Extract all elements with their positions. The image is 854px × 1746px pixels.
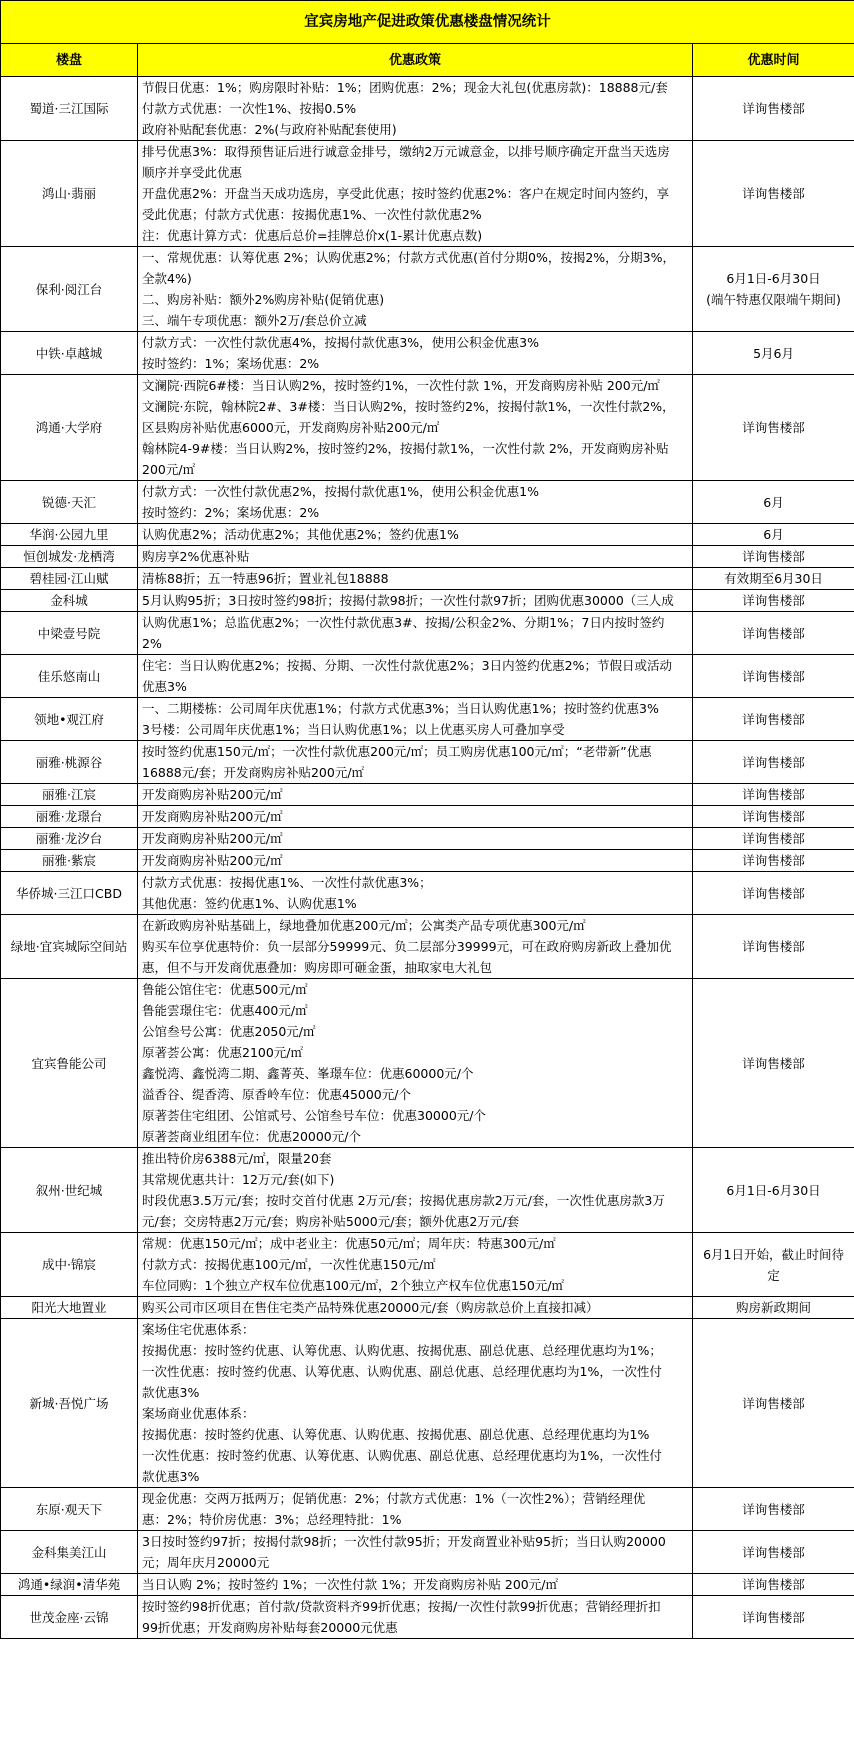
policy-line: 住宅：当日认购优惠2%；按揭、分期、一次性付款优惠2%；3日内签约优惠2%；节假日或活动	[142, 658, 672, 673]
policy-line: 开发商购房补贴200元/㎡	[142, 831, 283, 846]
building-name: 宜宾鲁能公司	[1, 979, 138, 1148]
policy-cell	[138, 141, 693, 247]
policy-cell	[138, 784, 693, 806]
policy-line: 排号优惠3%：取得预售证后进行诚意金排号，缴纳2万元诚意金，以排号顺序确定开盘当天选房	[142, 144, 670, 159]
policy-line: 一、二期楼栋：公司周年庆优惠1%；付款方式优惠3%；当日认购优惠1%；按时签约优惠3%	[142, 701, 659, 716]
table-row	[1, 141, 854, 247]
policy-cell	[138, 872, 693, 915]
policy-time: 6月	[693, 481, 854, 524]
policy-line: 一次性优惠：按时签约优惠、认筹优惠、认购优惠、副总优惠、总经理优惠均为1%，一次性付	[142, 1364, 662, 1379]
policy-time: 详询售楼部	[693, 1488, 854, 1531]
table-title: 宜宾房地产促进政策优惠楼盘情况统计	[1, 1, 854, 44]
policy-line: 案场商业优惠体系：	[142, 1406, 255, 1421]
policy-time: 详询售楼部	[693, 1531, 854, 1574]
building-name: 叙州·世纪城	[1, 1148, 138, 1233]
policy-line: 付款方式：按揭优惠100元/㎡，一次性优惠150元/㎡	[142, 1257, 436, 1272]
policy-time: 6月1日-6月30日 (端午特惠仅限端午期间)	[693, 247, 854, 332]
policy-line: 按时签约优惠150元/㎡；一次性付款优惠200元/㎡；员工购房优惠100元/㎡；“老带新”优惠	[142, 744, 652, 759]
policy-cell	[138, 806, 693, 828]
policy-line: 案场住宅优惠体系：	[142, 1322, 255, 1337]
policy-cell	[138, 1297, 693, 1319]
policy-line: 开盘优惠2%：开盘当天成功选房，享受此优惠；按时签约优惠2%：客户在规定时间内签约，享	[142, 186, 670, 201]
policy-line: 元/套；交房特惠2万元/套；购房补贴5000元/套；额外优惠2万元/套	[142, 1214, 520, 1229]
policy-line: 节假日优惠：1%；购房限时补贴：1%；团购优惠：2%；现金大礼包(优惠房款)：18888元/套	[142, 80, 668, 95]
policy-line: 开发商购房补贴200元/㎡	[142, 787, 283, 802]
policy-time: 5月6月	[693, 332, 854, 375]
building-name: 佳乐悠南山	[1, 655, 138, 698]
policy-cell	[138, 741, 693, 784]
policy-line: 200元/㎡	[142, 462, 196, 477]
policy-cell	[138, 546, 693, 568]
policy-line: 公馆叁号公寓：优惠2050元/㎡	[142, 1024, 316, 1039]
policy-cell	[138, 1148, 693, 1233]
table-row	[1, 332, 854, 375]
building-name: 碧桂园·江山赋	[1, 568, 138, 590]
building-name: 中铁·卓越城	[1, 332, 138, 375]
building-name: 中梁壹号院	[1, 612, 138, 655]
table-row	[1, 784, 854, 806]
building-name: 华侨城·三江口CBD	[1, 872, 138, 915]
building-name: 金科城	[1, 590, 138, 612]
policy-time: 购房新政期间	[693, 1297, 854, 1319]
building-name: 丽雅·龙汐台	[1, 828, 138, 850]
header-policy: 优惠政策	[138, 44, 693, 77]
policy-cell	[138, 698, 693, 741]
building-name: 丽雅·龙璟台	[1, 806, 138, 828]
policy-line: 鑫悦湾、鑫悦湾二期、鑫菁英、峯璟车位：优惠60000元/个	[142, 1066, 474, 1081]
table-row	[1, 828, 854, 850]
table-row	[1, 546, 854, 568]
building-name: 恒创城发·龙栖湾	[1, 546, 138, 568]
table-row	[1, 1148, 854, 1233]
building-name: 领地•观江府	[1, 698, 138, 741]
building-name: 东原·观天下	[1, 1488, 138, 1531]
table-row	[1, 247, 854, 332]
policy-cell	[138, 850, 693, 872]
table-row	[1, 568, 854, 590]
building-name: 蜀道·三江国际	[1, 77, 138, 141]
policy-cell	[138, 655, 693, 698]
policy-line: 鲁能公馆住宅：优惠500元/㎡	[142, 982, 308, 997]
building-name: 新城·吾悦广场	[1, 1319, 138, 1488]
table-row	[1, 872, 854, 915]
policy-time: 详询售楼部	[693, 915, 854, 979]
table-row	[1, 1531, 854, 1574]
building-name: 世茂金座·云锦	[1, 1596, 138, 1639]
policy-line: 原著荟商业组团车位：优惠20000元/个	[142, 1129, 361, 1144]
table-row	[1, 1233, 854, 1297]
policy-line: 翰林院4-9#楼：当日认购2%，按时签约2%，按揭付款1%，一次性付款 2%，开发商购房补贴	[142, 441, 669, 456]
building-name: 华润·公园九里	[1, 524, 138, 546]
policy-time: 详询售楼部	[693, 850, 854, 872]
policy-cell	[138, 524, 693, 546]
policy-cell	[138, 612, 693, 655]
policy-line: 现金优惠：交两万抵两万；促销优惠：2%；付款方式优惠：1%（一次性2%）；营销经理优	[142, 1491, 646, 1506]
policy-line: 3日按时签约97折；按揭付款98折；一次性付款95折；开发商置业补贴95折；当日认购20000	[142, 1534, 666, 1549]
policy-line: 注：优惠计算方式：优惠后总价=挂牌总价x(1-累计优惠点数)	[142, 228, 483, 243]
policy-line: 溢香谷、缇香湾、原香岭车位：优惠45000元/个	[142, 1087, 411, 1102]
policy-line: 按时签约98折优惠；首付款/贷款资料齐99折优惠；按揭/一次性付款99折优惠；营销经理折扣	[142, 1599, 661, 1614]
policy-cell	[138, 481, 693, 524]
policy-line: 清栋88折；五一特惠96折；置业礼包18888	[142, 571, 389, 586]
policy-line: 受此优惠；付款方式优惠：按揭优惠1%、一次性付款优惠2%	[142, 207, 482, 222]
building-name: 绿地·宜宾城际空间站	[1, 915, 138, 979]
policy-line: 16888元/套；开发商购房补贴200元/㎡	[142, 765, 365, 780]
policy-time: 详询售楼部	[693, 375, 854, 481]
policy-time: 详询售楼部	[693, 979, 854, 1148]
policy-line: 原著荟公寓：优惠2100元/㎡	[142, 1045, 304, 1060]
policy-time: 详询售楼部	[693, 698, 854, 741]
policy-line: 鲁能雲璟住宅：优惠400元/㎡	[142, 1003, 308, 1018]
policy-line: 购买公司市区项目在售住宅类产品特殊优惠20000元/套（购房款总价上直接扣减）	[142, 1300, 599, 1315]
policy-cell	[138, 1233, 693, 1297]
policy-line: 文澜院·西院6#楼：当日认购2%，按时签约1%，一次性付款 1%，开发商购房补贴 200元/㎡	[142, 378, 660, 393]
policy-cell	[138, 979, 693, 1148]
policy-time: 详询售楼部	[693, 77, 854, 141]
policy-line: 常规：优惠150元/㎡；成中老业主：优惠50元/㎡；周年庆：特惠300元/㎡	[142, 1236, 556, 1251]
policy-line: 99折优惠；开发商购房补贴每套20000元优惠	[142, 1620, 398, 1635]
building-name: 金科集美江山	[1, 1531, 138, 1574]
policy-time: 详询售楼部	[693, 872, 854, 915]
policy-cell	[138, 332, 693, 375]
policy-time: 详询售楼部	[693, 590, 854, 612]
policy-time: 详询售楼部	[693, 141, 854, 247]
table-row	[1, 1319, 854, 1488]
policy-time: 有效期至6月30日	[693, 568, 854, 590]
building-name: 鸿通·大学府	[1, 375, 138, 481]
table-row	[1, 1596, 854, 1639]
policy-cell	[138, 1319, 693, 1488]
policy-line: 政府补贴配套优惠：2%(与政府补贴配套使用)	[142, 122, 397, 137]
building-name: 阳光大地置业	[1, 1297, 138, 1319]
policy-line: 车位同购：1个独立产权车位优惠100元/㎡，2个独立产权车位优惠150元/㎡	[142, 1278, 565, 1293]
policy-line: 全款4%)	[142, 271, 192, 286]
policy-line: 一、常规优惠：认筹优惠 2%；认购优惠2%；付款方式优惠(首付分期0%，按揭2%，分期3%，	[142, 250, 676, 265]
policy-line: 一次性优惠：按时签约优惠、认筹优惠、认购优惠、副总优惠、总经理优惠均为1%，一次性付	[142, 1448, 662, 1463]
policy-line: 付款方式：一次性付款优惠2%，按揭付款优惠1%，使用公积金优惠1%	[142, 484, 539, 499]
policy-line: 购房享2%优惠补贴	[142, 549, 250, 564]
building-name: 锐德·天汇	[1, 481, 138, 524]
header-time: 优惠时间	[693, 44, 854, 77]
policy-cell	[138, 1488, 693, 1531]
table-row	[1, 806, 854, 828]
policy-line: 款优惠3%	[142, 1385, 200, 1400]
header-building: 楼盘	[1, 44, 138, 77]
title-row	[1, 1, 854, 44]
table-row	[1, 481, 854, 524]
policy-time: 详询售楼部	[693, 1596, 854, 1639]
table-row	[1, 612, 854, 655]
building-name: 丽雅·紫宸	[1, 850, 138, 872]
policy-time: 详询售楼部	[693, 546, 854, 568]
policy-line: 区县购房补贴优惠6000元，开发商购房补贴200元/㎡	[142, 420, 440, 435]
table-row	[1, 375, 854, 481]
table-row	[1, 979, 854, 1148]
policy-line: 付款方式：一次性付款优惠4%，按揭付款优惠3%，使用公积金优惠3%	[142, 335, 539, 350]
policy-line: 当日认购 2%；按时签约 1%；一次性付款 1%；开发商购房补贴 200元/㎡	[142, 1577, 558, 1592]
policy-time: 详询售楼部	[693, 741, 854, 784]
policy-cell	[138, 1574, 693, 1596]
policy-cell	[138, 375, 693, 481]
policy-line: 付款方式优惠：按揭优惠1%、一次性付款优惠3%；	[142, 875, 432, 890]
table-row	[1, 1488, 854, 1531]
policy-time: 详询售楼部	[693, 828, 854, 850]
policy-time: 详询售楼部	[693, 1319, 854, 1488]
policy-line: 5月认购95折；3日按时签约98折；按揭付款98折；一次性付款97折；团购优惠30000（三人成	[142, 593, 674, 608]
policy-line: 购买车位享优惠特价：负一层部分59999元、负二层部分39999元，可在政府购房新政上叠加优	[142, 939, 672, 954]
header-row	[1, 44, 854, 77]
policy-cell	[138, 247, 693, 332]
policy-time: 6月1日开始，截止时间待定	[693, 1233, 854, 1297]
building-name: 保利·阅江台	[1, 247, 138, 332]
table-row	[1, 77, 854, 141]
table-row	[1, 655, 854, 698]
policy-line: 按时签约：1%；案场优惠：2%	[142, 356, 320, 371]
policy-line: 惠，但不与开发商优惠叠加：购房即可砸金蛋，抽取家电大礼包	[142, 960, 493, 975]
policy-line: 优惠3%	[142, 679, 187, 694]
policy-line: 按时签约：2%；案场优惠：2%	[142, 505, 320, 520]
policy-line: 其他优惠：签约优惠1%、认购优惠1%	[142, 896, 357, 911]
policy-line: 二、购房补贴：额外2%购房补贴(促销优惠)	[142, 292, 385, 307]
policy-cell	[138, 590, 693, 612]
policy-time: 6月1日-6月30日	[693, 1148, 854, 1233]
policy-line: 按揭优惠：按时签约优惠、认筹优惠、认购优惠、按揭优惠、副总优惠、总经理优惠均为1%；	[142, 1343, 662, 1358]
policy-line: 款优惠3%	[142, 1469, 200, 1484]
policy-line: 三、端午专项优惠：额外2万/套总价立减	[142, 313, 367, 328]
policy-time: 详询售楼部	[693, 1574, 854, 1596]
policy-line: 惠：2%；特价房优惠：3%；总经理特批：1%	[142, 1512, 402, 1527]
policy-line: 原著荟住宅组团、公馆贰号、公馆叁号车位：优惠30000元/个	[142, 1108, 486, 1123]
policy-line: 认购优惠1%；总监优惠2%；一次性付款优惠3#、按揭/公积金2%、分期1%；7日内按时签约	[142, 615, 665, 630]
policy-line: 元；周年庆月20000元	[142, 1555, 270, 1570]
table-row	[1, 590, 854, 612]
policy-time: 详询售楼部	[693, 612, 854, 655]
table-row	[1, 850, 854, 872]
table-row	[1, 524, 854, 546]
policy-cell	[138, 828, 693, 850]
policy-line: 在新政购房补贴基础上，绿地叠加优惠200元/㎡；公寓类产品专项优惠300元/㎡	[142, 918, 586, 933]
policy-line: 按揭优惠：按时签约优惠、认筹优惠、认购优惠、按揭优惠、副总优惠、总经理优惠均为1%	[142, 1427, 650, 1442]
policy-line: 顺序并享受此优惠	[142, 165, 243, 180]
policy-time: 6月	[693, 524, 854, 546]
building-name: 丽雅·江宸	[1, 784, 138, 806]
table-row	[1, 698, 854, 741]
policy-cell	[138, 77, 693, 141]
policy-time: 详询售楼部	[693, 655, 854, 698]
table-row	[1, 1297, 854, 1319]
table-row	[1, 915, 854, 979]
policy-line: 推出特价房6388元/㎡，限量20套	[142, 1151, 332, 1166]
policy-time: 详询售楼部	[693, 806, 854, 828]
policy-cell	[138, 915, 693, 979]
table-row	[1, 741, 854, 784]
policy-line: 开发商购房补贴200元/㎡	[142, 809, 283, 824]
table-row	[1, 1574, 854, 1596]
building-name: 成中·锦宸	[1, 1233, 138, 1297]
policy-line: 其常规优惠共计：12万元/套(如下)	[142, 1172, 335, 1187]
policy-line: 3号楼：公司周年庆优惠1%；当日认购优惠1%；以上优惠买房人可叠加享受	[142, 722, 565, 737]
building-name: 鸿通•绿润•清华苑	[1, 1574, 138, 1596]
policy-cell	[138, 1531, 693, 1574]
policy-line: 时段优惠3.5万元/套；按时交首付优惠 2万元/套；按揭优惠房款2万元/套，一次性优惠房款3万	[142, 1193, 665, 1208]
policy-cell	[138, 568, 693, 590]
building-name: 鸿山·翡丽	[1, 141, 138, 247]
policy-cell	[138, 1596, 693, 1639]
policy-line: 认购优惠2%；活动优惠2%；其他优惠2%；签约优惠1%	[142, 527, 459, 542]
building-name: 丽雅·桃源谷	[1, 741, 138, 784]
policy-line: 付款方式优惠：一次性1%、按揭0.5%	[142, 101, 357, 116]
policy-line: 文澜院·东院，翰林院2#、3#楼：当日认购2%，按时签约2%，按揭付款1%，一次性付款2%，	[142, 399, 675, 414]
policy-time: 详询售楼部	[693, 784, 854, 806]
policy-line: 2%	[142, 636, 162, 651]
policy-line: 开发商购房补贴200元/㎡	[142, 853, 283, 868]
